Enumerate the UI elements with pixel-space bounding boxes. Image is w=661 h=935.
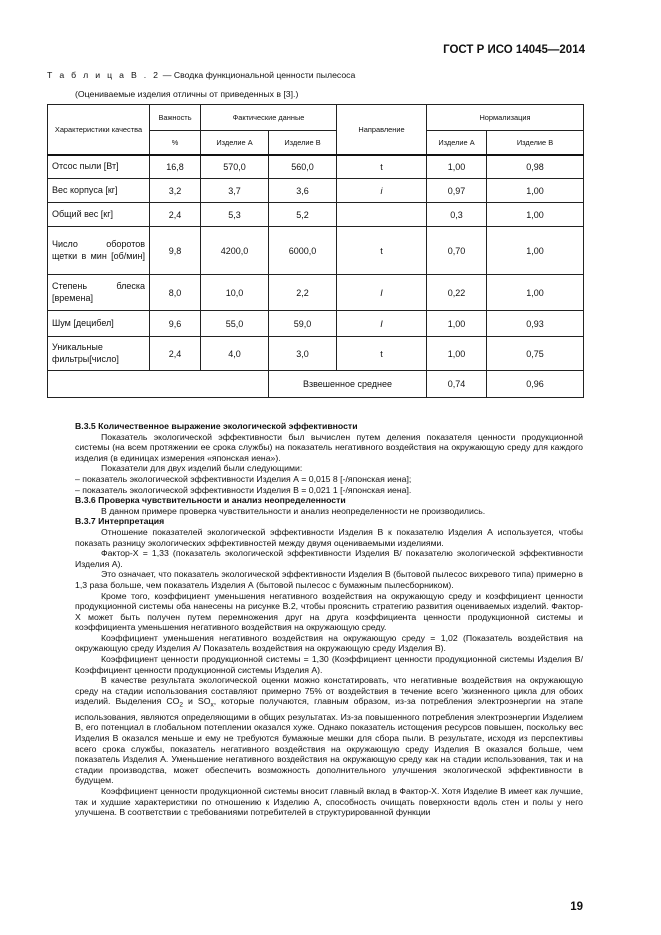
header-actual-data: Фактические данные xyxy=(201,105,337,131)
row-direction: t xyxy=(337,337,427,371)
header-norm-a: Изделие А xyxy=(427,131,487,155)
table-caption-text: — Сводка функциональной ценности пылесоса xyxy=(160,70,356,80)
body-text xyxy=(75,421,583,818)
header-direction: Направление xyxy=(337,105,427,155)
row-value-a: 4,0 xyxy=(201,337,269,371)
row-name: Степень блеска [времена] xyxy=(48,275,150,311)
table-row xyxy=(48,275,584,311)
weighted-average-label: Взвешенное среднее xyxy=(269,371,427,398)
row-norm-b: 1,00 xyxy=(487,203,584,227)
paragraph: Показатель экологической эффективности был вычислен путем деления показателя ценности продукционной системы (на всем протяжении ее срока службы) на показатель негативного воздействия на окружающую среду для каждого изделия (в единицах измерения «японская иена»). xyxy=(75,431,583,463)
row-name: Уникальные фильтры[число] xyxy=(48,337,150,371)
header-normalization: Нормализация xyxy=(427,105,584,131)
section-heading: В.3.7 Интерпретация xyxy=(75,516,165,527)
paragraph-part: В качестве результата экологической оценки можно констатировать, что негативные воздействия на окружающую среду на стадии использования составляют примерно 75% от воздействия в течение всего 'жизненного цикла для обоих изделий. Выделения CO xyxy=(75,675,583,707)
row-value-b: 59,0 xyxy=(269,311,337,337)
row-value-a: 5,3 xyxy=(201,203,269,227)
row-value-b: 6000,0 xyxy=(269,227,337,275)
weighted-average-row xyxy=(48,371,584,398)
row-norm-a: 1,00 xyxy=(427,337,487,371)
row-value-a: 3,7 xyxy=(201,179,269,203)
paragraph: В данном примере проверка чувствительности и анализ неопределенности не производились. xyxy=(101,505,486,516)
table-caption xyxy=(47,70,355,80)
header-norm-b: Изделие В xyxy=(487,131,584,155)
empty-cell xyxy=(48,371,269,398)
paragraph: Это означает, что показатель экологической эффективности Изделия В (бытовой пылесос вихревого типа) примерно в 1,3 раза больше, чем показатель Изделия А (бытовой пылесос с бумажным пылесборником). xyxy=(75,569,583,590)
paragraph: Отношение показателей экологической эффективности Изделия В к показателю Изделия А используется, чтобы показать разницу экологических эффективностей между двумя оцениваемыми изделиями. xyxy=(75,526,583,548)
table-row xyxy=(48,203,584,227)
table-row xyxy=(48,337,584,371)
row-direction: t xyxy=(337,155,427,179)
section-heading: В.3.6 Проверка чувствительности и анализ неопределенности xyxy=(75,495,346,506)
subscript: x xyxy=(210,702,214,710)
header-characteristic: Характеристики качества xyxy=(48,105,150,155)
functional-value-table xyxy=(47,104,584,398)
table-row xyxy=(48,227,584,275)
row-norm-b: 1,00 xyxy=(487,275,584,311)
table-row xyxy=(48,311,584,337)
row-name: Число оборотов щетки в мин [об/мин] xyxy=(48,227,150,275)
list-item: – показатель экологической эффективности Изделия В = 0,021 1 [-/японская иена]. xyxy=(75,484,412,495)
paragraph: Коэффициент ценности продукционной системы = 1,30 (Коэффициент ценности продукционной системы Изделия В/ Коэффициент ценности продукционной системы Изделия А). xyxy=(75,654,583,675)
row-direction: I xyxy=(337,275,427,311)
section-heading: В.3.5 Количественное выражение экологической эффективности xyxy=(75,421,358,431)
row-direction: I xyxy=(337,311,427,337)
paragraph xyxy=(75,675,583,786)
row-norm-b: 1,00 xyxy=(487,227,584,275)
paragraph: Кроме того, коэффициент уменьшения негативного воздействия на окружающую среду и коэффициент ценности продукционной системы оба нанесены на рисунке В.2, чтобы прояснить стратегию развития оцениваемых изделий. Фактор-Х может быть получен путем перемножения друг на друга коэффициента ценности продукционной системы и коэффициента уменьшения негативного воздействия на окружающую среду. xyxy=(75,590,583,633)
row-importance: 9,8 xyxy=(150,227,201,275)
row-value-b: 3,6 xyxy=(269,179,337,203)
row-name: Общий вес [кг] xyxy=(48,203,150,227)
paragraph: Коэффициент уменьшения негативного воздействия на окружающую среду = 1,02 (Показатель воздействия на окружающую среду Изделия А/ Показатель воздействия на окружающую среду Изделия В). xyxy=(75,632,583,654)
paragraph-part: и SO xyxy=(183,696,211,707)
row-importance: 2,4 xyxy=(150,203,201,227)
row-norm-b: 0,98 xyxy=(487,155,584,179)
table-caption-prefix: Т а б л и ц а В . 2 xyxy=(47,70,161,80)
subscript: 2 xyxy=(179,702,184,710)
table-row xyxy=(48,155,584,179)
row-value-b: 2,2 xyxy=(269,275,337,311)
row-value-a: 55,0 xyxy=(201,311,269,337)
row-norm-a: 1,00 xyxy=(427,155,487,179)
row-value-a: 570,0 xyxy=(201,155,269,179)
table-subcaption: (Оцениваемые изделия отличны от приведенных в [3].) xyxy=(75,89,299,99)
header-importance: Важность xyxy=(150,105,201,131)
row-direction: t xyxy=(337,227,427,275)
row-name: Вес корпуса [кг] xyxy=(48,179,150,203)
row-norm-b: 0,93 xyxy=(487,311,584,337)
row-name: Отсос пыли [Вт] xyxy=(48,155,150,179)
row-value-a: 4200,0 xyxy=(201,227,269,275)
row-importance: 3,2 xyxy=(150,179,201,203)
row-norm-a: 0,3 xyxy=(427,203,487,227)
paragraph: Фактор-Х = 1,33 (показатель экологической эффективности Изделия В/ показателю экологической эффективности Изделия А). xyxy=(75,548,583,569)
row-direction: i xyxy=(337,179,427,203)
row-norm-a: 0,22 xyxy=(427,275,487,311)
row-value-a: 10,0 xyxy=(201,275,269,311)
row-value-b: 5,2 xyxy=(269,203,337,227)
header-product-b: Изделие В xyxy=(269,131,337,155)
paragraph: Показатели для двух изделий были следующими: xyxy=(101,463,303,474)
row-norm-b: 0,75 xyxy=(487,337,584,371)
row-value-b: 560,0 xyxy=(269,155,337,179)
paragraph: Коэффициент ценности продукционной системы вносит главный вклад в Фактор-Х. Хотя Изделие В имеет как лучшие, так и худшие характеристики по отношению к Изделию А, способность очищать поверхности вдоль стен и полы у него улучшена. В соответствии с требованиями потребителей в структурированной функции xyxy=(75,785,583,818)
list-item: – показатель экологической эффективности Изделия А = 0,015 8 [-/японская иена]; xyxy=(75,473,412,484)
weighted-average-b: 0,96 xyxy=(487,371,584,398)
row-norm-a: 0,70 xyxy=(427,227,487,275)
row-value-b: 3,0 xyxy=(269,337,337,371)
row-importance: 8,0 xyxy=(150,275,201,311)
row-name: Шум [децибел] xyxy=(48,311,150,337)
row-importance: 9,6 xyxy=(150,311,201,337)
row-direction xyxy=(337,203,427,227)
row-norm-a: 1,00 xyxy=(427,311,487,337)
weighted-average-a: 0,74 xyxy=(427,371,487,398)
row-norm-b: 1,00 xyxy=(487,179,584,203)
page-number: 19 xyxy=(570,901,583,913)
paragraph-part: , которые получаются, главным образом, из-за потребления электроэнергии на этапе использования, являются определяющими в общих результатах. Из-за повышенного потребления электроэнергии Изделием В, его потенциал в глобальном потеплении оказался хуже. Однако показатель истощения ресурсов повышен, поскольку вес Изделия В оказался меньше и ему не требуются бумажные мешки для сбора пыли. В результате, исходя из перспективы всего срока службы, показатель негативного воздействия на окружающую среду Изделия В оказался больше, чем показатель Изделия А. Уменьшение негативного воздействия на окружающую среду как на стадии использования, так и на стадии производства, может обеспечить возможность дополнительного улучшения экологической эффективности в будущем. xyxy=(75,696,584,786)
row-norm-a: 0,97 xyxy=(427,179,487,203)
row-importance: 2,4 xyxy=(150,337,201,371)
header-importance-unit: % xyxy=(150,131,201,155)
row-importance: 16,8 xyxy=(150,155,201,179)
document-code: ГОСТ Р ИСО 14045—2014 xyxy=(443,44,585,56)
header-product-a: Изделие А xyxy=(201,131,269,155)
table-row xyxy=(48,179,584,203)
